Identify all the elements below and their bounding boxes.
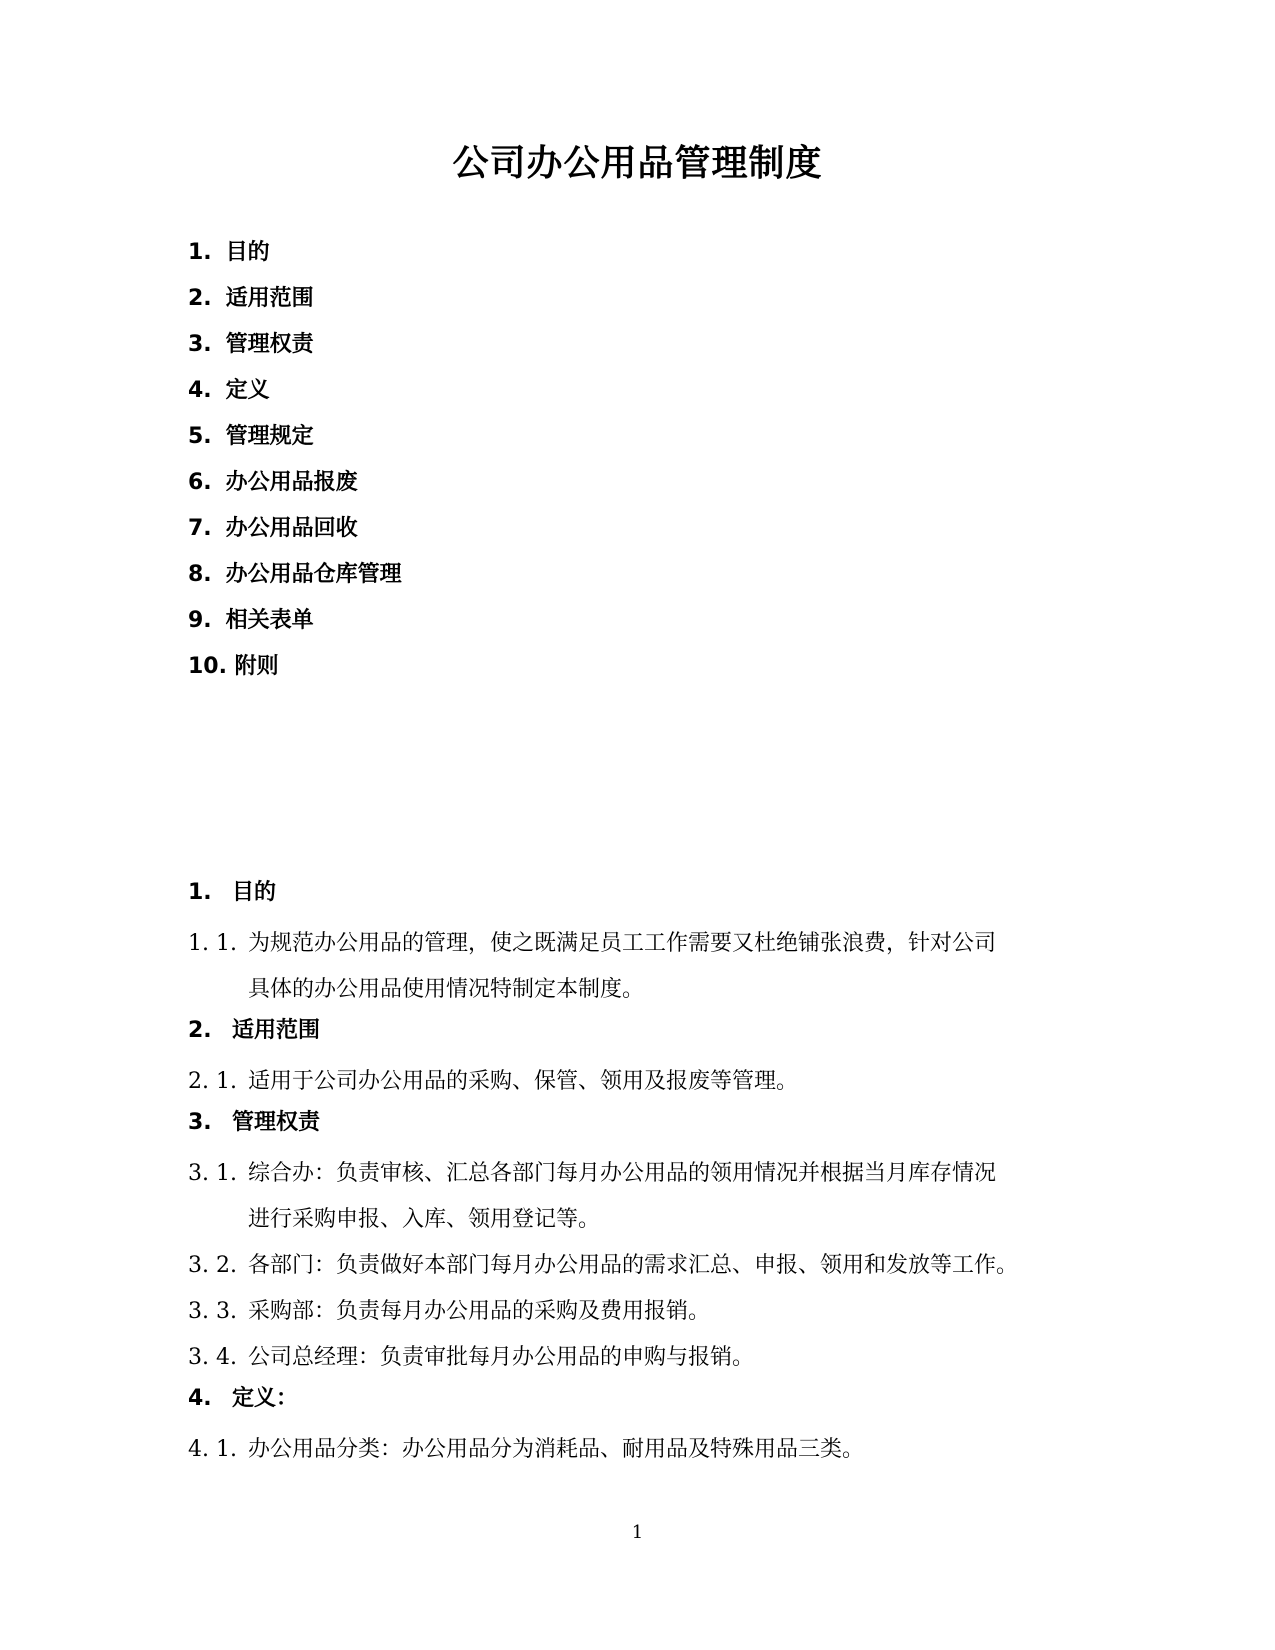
- section-title: 管理权责: [232, 1110, 321, 1135]
- paragraph-line: 办公用品分类：办公用品分为消耗品、耐用品及特殊用品三类。: [248, 1437, 865, 1462]
- paragraph-line: 公司总经理：负责审批每月办公用品的申购与报销。: [248, 1345, 755, 1370]
- toc-item: [188, 512, 402, 558]
- table-of-contents: [188, 236, 402, 696]
- toc-item: [188, 650, 402, 696]
- paragraph: [188, 921, 1108, 1013]
- toc-item: [188, 374, 402, 420]
- toc-item-number: 10.: [188, 654, 227, 679]
- toc-item-number: 1.: [188, 240, 212, 265]
- paragraph: [188, 1335, 1108, 1381]
- document-title: 公司办公用品管理制度: [452, 143, 823, 184]
- toc-item: [188, 604, 402, 650]
- paragraph: [188, 1059, 1108, 1105]
- page-number: 1: [631, 1522, 644, 1543]
- section-number: 3.: [188, 1110, 212, 1135]
- toc-item-label: 管理权责: [225, 332, 314, 357]
- paragraph-number: 3. 1.: [188, 1161, 237, 1186]
- paragraph: [188, 1151, 1108, 1243]
- paragraph-number: 1. 1.: [188, 931, 237, 956]
- paragraph-line: 为规范办公用品的管理，使之既满足员工工作需要又杜绝铺张浪费，针对公司: [248, 931, 997, 956]
- paragraph-number: 2. 1.: [188, 1069, 237, 1094]
- toc-item: [188, 558, 402, 604]
- toc-item-number: 2.: [188, 286, 212, 311]
- paragraph-number: 3. 3.: [188, 1299, 237, 1324]
- section-heading: [188, 875, 1108, 921]
- toc-item-label: 附则: [234, 654, 279, 679]
- section-title: 定义：: [232, 1386, 299, 1411]
- paragraph-number: 4. 1.: [188, 1437, 237, 1462]
- section-heading: [188, 1381, 1108, 1427]
- toc-item: [188, 236, 402, 282]
- toc-item-label: 相关表单: [225, 608, 314, 633]
- toc-item-label: 管理规定: [225, 424, 314, 449]
- paragraph-line: 具体的办公用品使用情况特制定本制度。: [248, 977, 645, 1002]
- paragraph: [188, 1289, 1108, 1335]
- paragraph-number: 3. 2.: [188, 1253, 237, 1278]
- toc-item-label: 适用范围: [225, 286, 314, 311]
- section-title: 适用范围: [232, 1018, 321, 1043]
- section-title: 目的: [232, 880, 277, 905]
- section-number: 4.: [188, 1386, 212, 1411]
- paragraph-number: 3. 4.: [188, 1345, 237, 1370]
- section-heading: [188, 1105, 1108, 1151]
- section-heading: [188, 1013, 1108, 1059]
- section-number: 2.: [188, 1018, 212, 1043]
- section-number: 1.: [188, 880, 212, 905]
- paragraph-line: 进行采购申报、入库、领用登记等。: [248, 1207, 601, 1232]
- paragraph-line: 各部门：负责做好本部门每月办公用品的需求汇总、申报、领用和发放等工作。: [248, 1253, 1019, 1278]
- toc-item-number: 7.: [188, 516, 212, 541]
- toc-item-number: 8.: [188, 562, 212, 587]
- paragraph-line: 综合办：负责审核、汇总各部门每月办公用品的领用情况并根据当月库存情况: [248, 1161, 997, 1186]
- toc-item-number: 3.: [188, 332, 212, 357]
- toc-item-label: 定义: [225, 378, 270, 403]
- toc-item-label: 办公用品仓库管理: [225, 562, 402, 587]
- toc-item: [188, 466, 402, 512]
- toc-item-number: 5.: [188, 424, 212, 449]
- toc-item: [188, 328, 402, 374]
- paragraph-line: 适用于公司办公用品的采购、保管、领用及报废等管理。: [248, 1069, 799, 1094]
- toc-item-number: 4.: [188, 378, 212, 403]
- document-body: [188, 875, 1108, 1473]
- toc-item-number: 9.: [188, 608, 212, 633]
- toc-item: [188, 420, 402, 466]
- paragraph: [188, 1427, 1108, 1473]
- toc-item-number: 6.: [188, 470, 212, 495]
- toc-item-label: 办公用品回收: [225, 516, 358, 541]
- toc-item-label: 目的: [225, 240, 270, 265]
- toc-item: [188, 282, 402, 328]
- paragraph: [188, 1243, 1108, 1289]
- toc-item-label: 办公用品报废: [225, 470, 358, 495]
- paragraph-line: 采购部：负责每月办公用品的采购及费用报销。: [248, 1299, 711, 1324]
